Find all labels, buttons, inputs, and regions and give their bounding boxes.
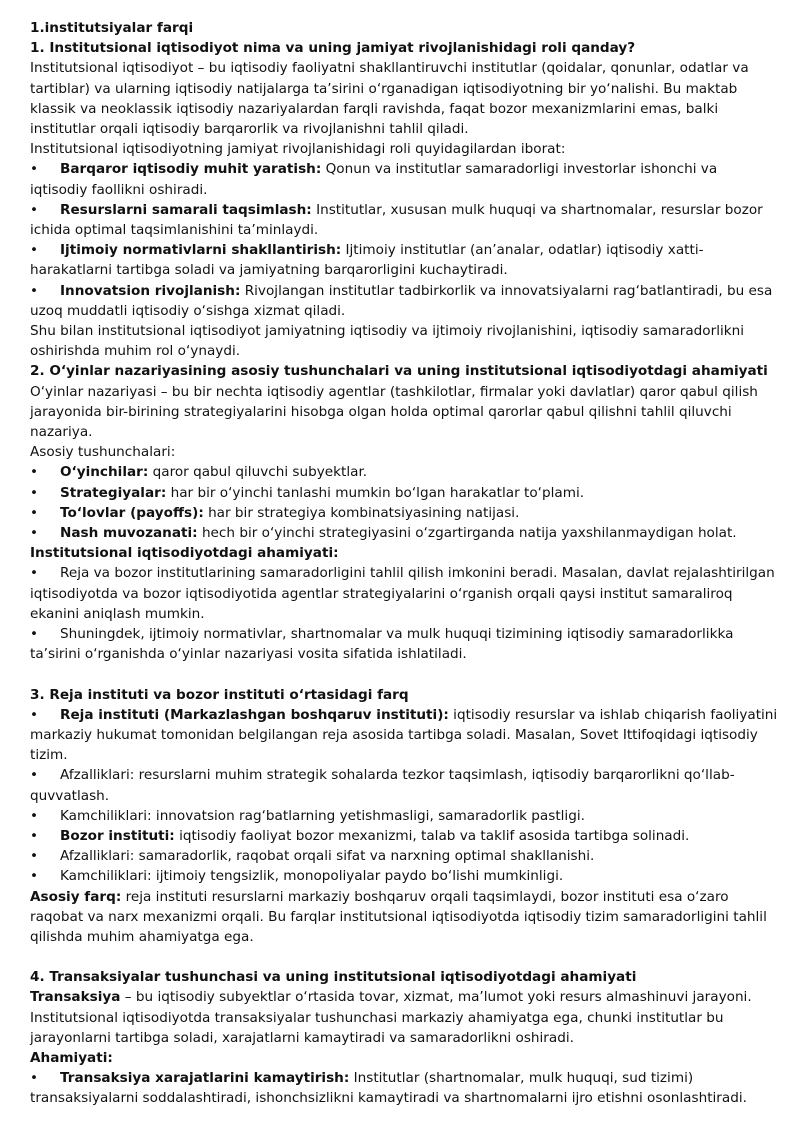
section-1-title: 1. Institutsional iqtisodiyot nima va uning jamiyat rivojlanishidagi roli qanday? <box>30 40 636 57</box>
list-item-text: Kamchiliklari: innovatsion rag‘batlarning yetishmasligi, samaradorlik pastligi. <box>60 807 585 824</box>
bullet-icon: • <box>30 525 39 542</box>
list-item <box>30 705 778 766</box>
list-item-term: Barqaror iqtisodiy muhit yaratish: <box>60 161 322 178</box>
list-item-term: Transaksiya xarajatlarini kamaytirish: <box>60 1070 350 1087</box>
section-3-title: 3. Reja instituti va bozor instituti o‘rtasidagi farq <box>30 686 409 703</box>
list-item <box>30 281 778 321</box>
list-item-text: Institutlar (shartnomalar, mulk huquqi, sud tizimi) transaksiyalarni soddalashtiradi, ishonchsizlikni kamaytiradi va shartnomalarni ijro etishni osonlashtiradi. <box>30 1070 747 1107</box>
spacer <box>30 947 778 967</box>
list-item <box>30 624 778 664</box>
section-1-paragraph: Institutsional iqtisodiyot – bu iqtisodiy faoliyatni shakllantiruvchi institutlar (qoidalar, qonunlar, odatlar va tartiblar) va ularning iqtisodiy natijalarga ta’sirini o‘rganadigan iqtisodiyotning bir yo‘nalishi. Bu maktab klassik va neoklassik iqtisodiy nazariyalardan farqli ravishda, faqat bozor mexanizmlarini emas, balki institutlar orqali iqtisodiy barqarorlik va rivojlanishni tahlil qiladi. <box>30 60 749 138</box>
section-4-title: 4. Transaksiyalar tushunchasi va uning institutsional iqtisodiyotdagi ahamiyati <box>30 969 637 986</box>
bullet-icon: • <box>30 282 39 299</box>
list-item-term: Ijtimoiy normativlarni shakllantirish: <box>60 242 342 259</box>
section-4-subheading: Ahamiyati: <box>30 1049 113 1066</box>
section-3-summary <box>30 887 778 948</box>
list-item-term: Strategiyalar: <box>60 484 167 501</box>
bullet-icon: • <box>30 201 39 218</box>
section-2-subheading: Institutsional iqtisodiyotdagi ahamiyati: <box>30 545 339 562</box>
list-item-text: Qonun va institutlar samaradorligi investorlar ishonchi va iqtisodiy faollikni oshiradi. <box>30 161 718 198</box>
spacer <box>30 665 778 685</box>
list-item <box>30 806 778 826</box>
section-2-title: 2. O‘yinlar nazariyasining asosiy tushunchalari va uning institutsional iqtisodiyotdagi ahamiyati <box>30 363 768 380</box>
list-item <box>30 462 778 482</box>
summary-term: Asosiy farq: <box>30 888 122 905</box>
paragraph-text: – bu iqtisodiy subyektlar o‘rtasida tovar, xizmat, ma’lumot yoki resurs almashinuvi jarayoni. Institutsional iqtisodiyotda transaksiyalar tushunchasi markaziy ahamiyatga ega, chunki institutlar bu jarayonlarni tartibga soladi, xarajatlarni kamaytiradi va samaradorlikni oshiradi. <box>30 989 752 1046</box>
list-item-term: Resurslarni samarali taqsimlash: <box>60 201 312 218</box>
bullet-icon: • <box>30 484 39 501</box>
section-1-conclusion: Shu bilan institutsional iqtisodiyot jamiyatning iqtisodiy va ijtimoiy rivojlanishini, iqtisodiy samaradorlikni oshirishda muhim rol o‘ynaydi. <box>30 323 745 360</box>
bullet-icon: • <box>30 464 39 481</box>
bullet-icon: • <box>30 1070 39 1087</box>
paragraph-term: Transaksiya <box>30 989 121 1006</box>
list-item-text: iqtisodiy faoliyat bozor mexanizmi, talab va taklif asosida tartibga solinadi. <box>174 827 690 844</box>
list-item <box>30 523 778 543</box>
bullet-icon: • <box>30 767 39 784</box>
bullet-icon: • <box>30 868 39 885</box>
list-item <box>30 240 778 280</box>
bullet-icon: • <box>30 242 39 259</box>
list-item-text: qaror qabul qiluvchi subyektlar. <box>148 464 368 481</box>
list-item <box>30 1068 778 1108</box>
list-item <box>30 159 778 199</box>
list-item <box>30 765 778 805</box>
section-4-paragraph <box>30 987 778 1048</box>
list-item <box>30 563 778 624</box>
list-item <box>30 503 778 523</box>
list-item-text: Institutlar, xususan mulk huquqi va shartnomalar, resurslar bozor ichida optimal taqsimlanishini ta’minlaydi. <box>30 201 763 239</box>
list-item <box>30 826 778 846</box>
list-item-text: Reja va bozor institutlarining samaradorligini tahlil qilish imkonini beradi. Masalan, davlat rejalashtirilgan iqtisodiyotda va bozor iqtisodiyotida agentlar strategiyalarini o‘rganish orqali qaysi institut samaraliroq ekanini aniqlash mumkin. <box>30 565 775 622</box>
section-2-paragraph: O‘yinlar nazariyasi – bu bir nechta iqtisodiy agentlar (tashkilotlar, firmalar yoki davlatlar) qaror qabul qilish jarayonida bir-birining strategiyalarini hisobga olgan holda optimal qarorlar qabul qilishni tahlil qiluvchi nazariya. <box>30 383 758 441</box>
list-item-text: har bir o‘yinchi tanlashi mumkin bo‘lgan harakatlar to‘plami. <box>166 484 585 501</box>
list-item-text: Afzalliklari: resurslarni muhim strategik sohalarda tezkor taqsimlash, iqtisodiy barqarorlikni qo‘llab-quvvatlash. <box>30 767 735 804</box>
list-item-text: har bir strategiya kombinatsiyasining natijasi. <box>203 504 520 521</box>
list-item-term: To‘lovlar (payoffs): <box>60 504 204 521</box>
bullet-icon: • <box>30 626 39 643</box>
list-item-text: hech bir o‘yinchi strategiyasini o‘zgartirganda natija yaxshilanmaydigan holat. <box>197 525 737 542</box>
list-item-term: Nash muvozanati: <box>60 525 198 542</box>
list-item-text: iqtisodiy resurslar va ishlab chiqarish faoliyatini markaziy hukumat tomonidan belgilangan reja asosida tartibga soladi. Masalan, Sovet Ittifoqidagi iqtisodiy tizim. <box>30 706 778 764</box>
list-item-term: Innovatsion rivojlanish: <box>60 282 241 299</box>
list-item <box>30 483 778 503</box>
bullet-icon: • <box>30 706 39 723</box>
list-item <box>30 200 778 240</box>
section-2-intro: Asosiy tushunchalari: <box>30 444 176 461</box>
section-1-intro: Institutsional iqtisodiyotning jamiyat rivojlanishidagi roli quyidagilardan iborat: <box>30 141 566 158</box>
list-item-term: O‘yinchilar: <box>60 464 149 481</box>
list-item-term: Reja instituti (Markazlashgan boshqaruv instituti): <box>60 706 449 723</box>
list-item-text: Afzalliklari: samaradorlik, raqobat orqali sifat va narxning optimal shakllanishi. <box>60 848 595 865</box>
list-item <box>30 846 778 866</box>
bullet-icon: • <box>30 565 39 582</box>
summary-text: reja instituti resurslarni markaziy boshqaruv orqali taqsimlaydi, bozor instituti esa o‘zaro raqobat va narx mexanizmi orqali. Bu farqlar institutsional iqtisodiyotda iqtisodiy tizim samaradorligini tahlil qilishda muhim ahamiyatga ega. <box>30 888 767 945</box>
bullet-icon: • <box>30 161 39 178</box>
list-item-text: Shuningdek, ijtimoiy normativlar, shartnomalar va mulk huquqi tizimining iqtisodiy samaradorlikka ta’sirini o‘rganishda o‘yinlar nazariyasi vosita sifatida ishlatiladi. <box>30 626 734 663</box>
bullet-icon: • <box>30 504 39 521</box>
document-heading: 1.institutsiyalar farqi <box>30 20 194 36</box>
bullet-icon: • <box>30 827 39 844</box>
list-item-text: Ijtimoiy institutlar (an’analar, odatlar) iqtisodiy xatti-harakatlarni tartibga soladi va jamiyatning barqarorligini kuchaytiradi. <box>30 242 704 279</box>
list-item-term: Bozor instituti: <box>60 827 175 844</box>
bullet-icon: • <box>30 848 39 865</box>
list-item-text: Kamchiliklari: ijtimoiy tengsizlik, monopoliyalar paydo bo‘lishi mumkinligi. <box>60 868 564 885</box>
bullet-icon: • <box>30 807 39 824</box>
list-item-text: Rivojlangan institutlar tadbirkorlik va innovatsiyalarni rag‘batlantiradi, bu esa uzoq muddatli iqtisodiy o‘sishga xizmat qiladi. <box>30 282 773 319</box>
list-item <box>30 866 778 886</box>
